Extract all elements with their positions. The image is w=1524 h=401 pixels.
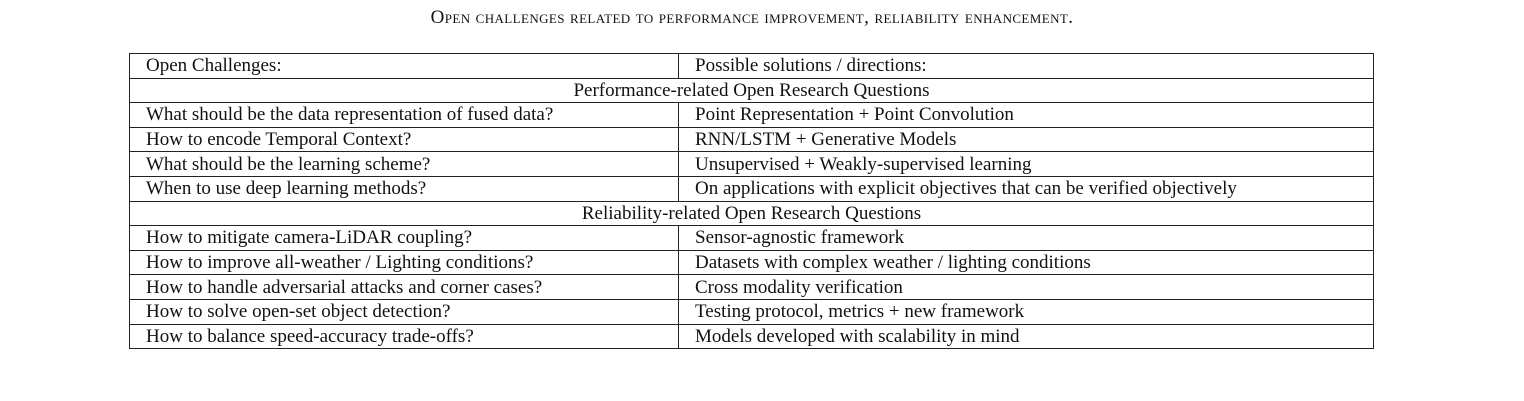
challenges-table xyxy=(129,53,1374,349)
table-row xyxy=(130,324,1374,349)
challenge-cell: When to use deep learning methods? xyxy=(130,176,679,201)
header-possible-solutions: Possible solutions / directions: xyxy=(679,54,1374,79)
challenge-cell: How to improve all-weather / Lighting conditions? xyxy=(130,250,679,275)
solution-cell: Sensor-agnostic framework xyxy=(679,226,1374,251)
section-title: Performance-related Open Research Questions xyxy=(130,78,1374,103)
solution-cell: Point Representation + Point Convolution xyxy=(679,103,1374,128)
solution-cell: On applications with explicit objectives that can be verified objectively xyxy=(679,176,1374,201)
table-body xyxy=(130,54,1374,349)
solution-cell: Cross modality verification xyxy=(679,275,1374,300)
solution-cell: Datasets with complex weather / lighting conditions xyxy=(679,250,1374,275)
challenge-cell: What should be the learning scheme? xyxy=(130,152,679,177)
solution-cell: Unsupervised + Weakly-supervised learning xyxy=(679,152,1374,177)
challenge-cell: How to handle adversarial attacks and corner cases? xyxy=(130,275,679,300)
table-row xyxy=(130,275,1374,300)
challenge-cell: How to encode Temporal Context? xyxy=(130,127,679,152)
challenge-cell: What should be the data representation of fused data? xyxy=(130,103,679,128)
table-row xyxy=(130,226,1374,251)
table-row xyxy=(130,127,1374,152)
challenge-cell: How to mitigate camera-LiDAR coupling? xyxy=(130,226,679,251)
header-open-challenges: Open Challenges: xyxy=(130,54,679,79)
challenge-cell: How to solve open-set object detection? xyxy=(130,299,679,324)
solution-cell: RNN/LSTM + Generative Models xyxy=(679,127,1374,152)
table-row xyxy=(130,103,1374,128)
section-row xyxy=(130,78,1374,103)
section-row xyxy=(130,201,1374,226)
table-caption: Open challenges related to performance improvement, reliability enhancement. xyxy=(430,7,1074,28)
solution-cell: Testing protocol, metrics + new framework xyxy=(679,299,1374,324)
table-row xyxy=(130,250,1374,275)
section-title: Reliability-related Open Research Questions xyxy=(130,201,1374,226)
header-row xyxy=(130,54,1374,79)
table-row xyxy=(130,176,1374,201)
solution-cell: Models developed with scalability in mind xyxy=(679,324,1374,349)
table-row xyxy=(130,152,1374,177)
table-row xyxy=(130,299,1374,324)
challenge-cell: How to balance speed-accuracy trade-offs? xyxy=(130,324,679,349)
